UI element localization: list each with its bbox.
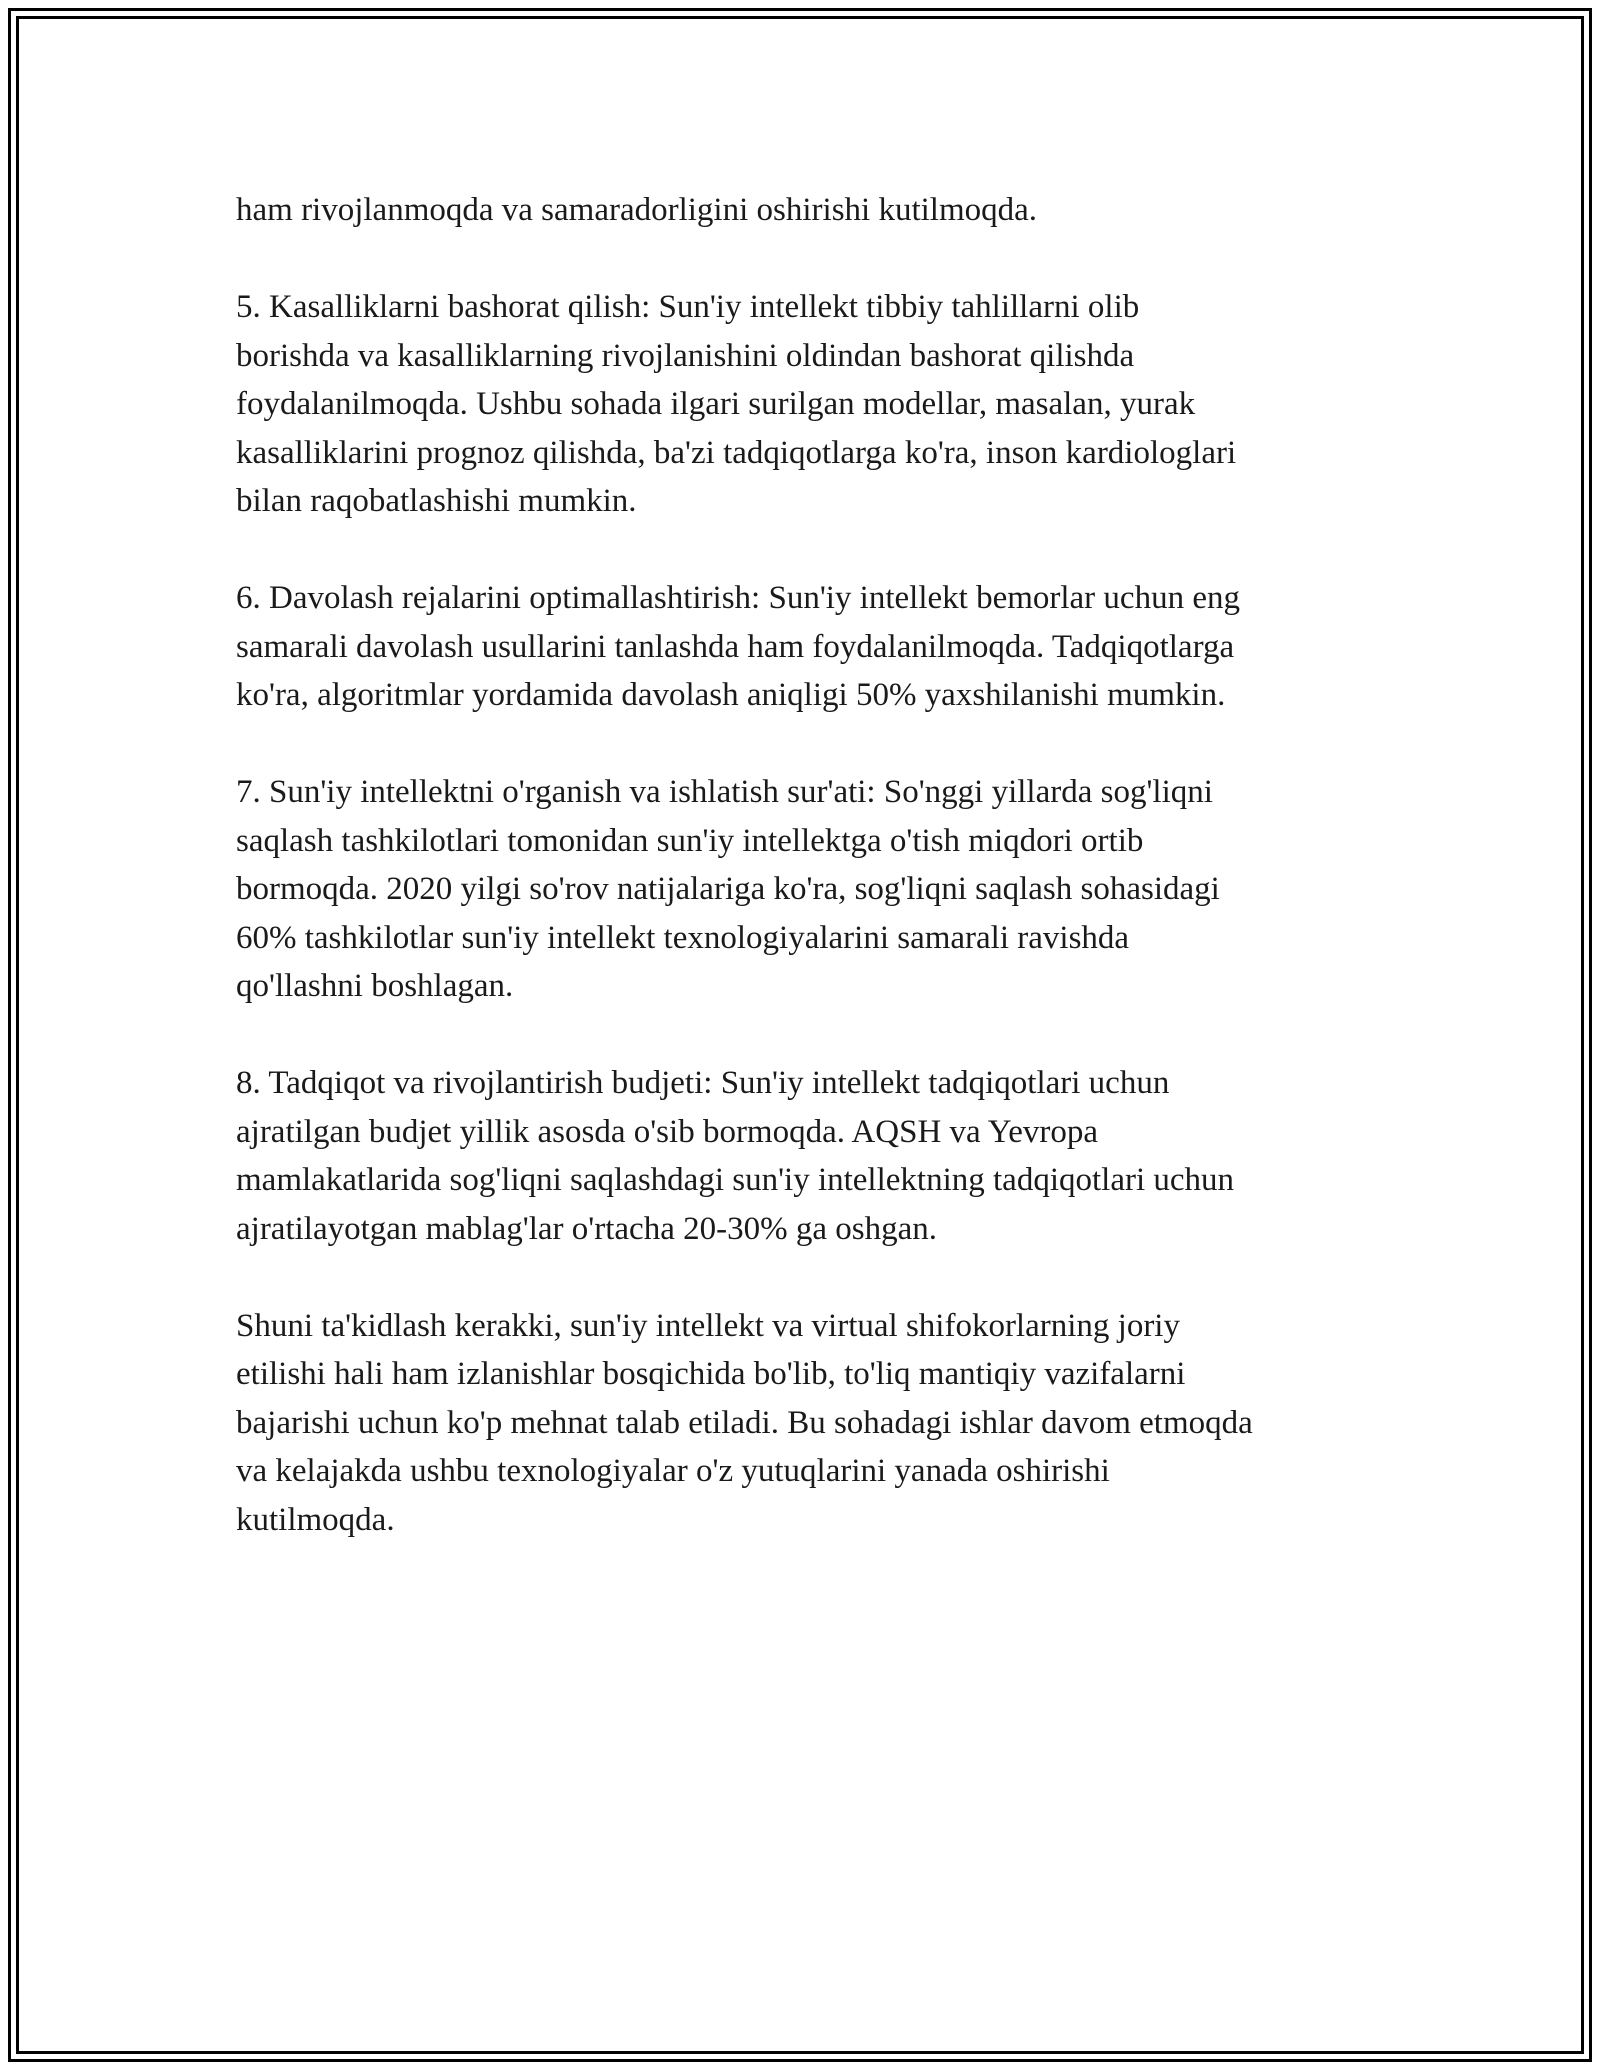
text-line: kasalliklarini prognoz qilishda, ba'zi tadqiqotlarga ko'ra, inson kardiologlari	[236, 434, 1237, 471]
text-line: bajarishi uchun ko'p mehnat talab etiladi. Bu sohadagi ishlar davom etmoqda	[236, 1404, 1253, 1441]
text-line: 6. Davolash rejalarini optimallashtirish: Sun'iy intellekt bemorlar uchun eng	[236, 580, 1240, 616]
text-line: bilan raqobatlashishi mumkin.	[236, 483, 637, 519]
paragraph-item-7	[236, 768, 1386, 1011]
text-line: ajratilayotgan mablag'lar o'rtacha 20-30% ga oshgan.	[236, 1210, 937, 1247]
text-line: bormoqda. 2020 yilgi so'rov natijalariga ko'ra, sog'liqni saqlash sohasidagi	[236, 871, 1220, 907]
text-line: 60% tashkilotlar sun'iy intellekt texnologiyalarini samarali ravishda	[236, 919, 1130, 956]
text-line: samarali davolash usullarini tanlashda ham foydalanilmoqda. Tadqiqotlarga	[236, 628, 1235, 665]
text-line: Shuni ta'kidlash kerakki, sun'iy intellekt va virtual shifokorlarning joriy	[236, 1307, 1180, 1344]
paragraph-item-6	[236, 574, 1386, 720]
paragraph-conclusion	[236, 1302, 1386, 1545]
document-body	[236, 186, 1386, 1593]
paragraph-item-5	[236, 283, 1386, 526]
text-line: 7. Sun'iy intellektni o'rganish va ishlatish sur'ati: So'nggi yillarda sog'liqni	[236, 774, 1213, 810]
text-line: foydalanilmoqda. Ushbu sohada ilgari surilgan modellar, masalan, yurak	[236, 386, 1196, 422]
text-line: saqlash tashkilotlari tomonidan sun'iy intellektga o'tish miqdori ortib	[236, 822, 1144, 859]
paragraph-item-8	[236, 1059, 1386, 1253]
text-line: va kelajakda ushbu texnologiyalar o'z yutuqlarini yanada oshirishi	[236, 1453, 1110, 1489]
text-line: ham rivojlanmoqda va samaradorligini oshirishi kutilmoqda.	[236, 192, 1038, 228]
text-line: qo'llashni boshlagan.	[236, 968, 514, 1004]
text-line: ajratilgan budjet yillik asosda o'sib bormoqda. AQSH va Yevropa	[236, 1113, 1099, 1150]
text-line: kutilmoqda.	[236, 1501, 395, 1538]
text-line: mamlakatlarida sog'liqni saqlashdagi sun'iy intellektning tadqiqotlari uchun	[236, 1162, 1235, 1198]
text-line: 8. Tadqiqot va rivojlantirish budjeti: Sun'iy intellekt tadqiqotlari uchun	[236, 1065, 1170, 1101]
text-line: borishda va kasalliklarning rivojlanishini oldindan bashorat qilishda	[236, 337, 1135, 374]
text-line: ko'ra, algoritmlar yordamida davolash aniqligi 50% yaxshilanishi mumkin.	[236, 677, 1226, 713]
paragraph-continuation	[236, 186, 1386, 235]
text-line: etilishi hali ham izlanishlar bosqichida bo'lib, to'liq mantiqiy vazifalarni	[236, 1356, 1186, 1392]
text-line: 5. Kasalliklarni bashorat qilish: Sun'iy intellekt tibbiy tahlillarni olib	[236, 289, 1140, 325]
